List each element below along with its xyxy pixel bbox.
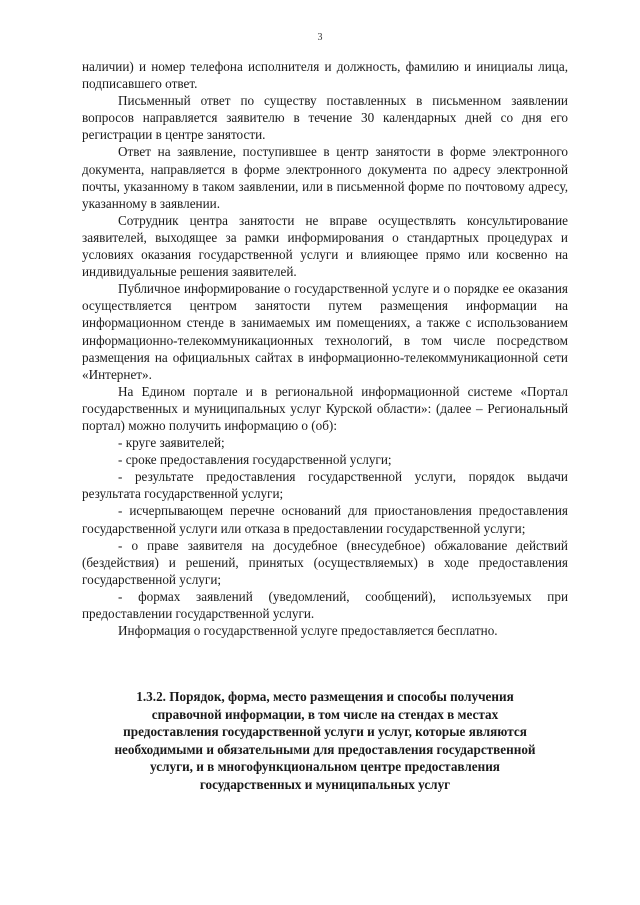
paragraph: Публичное информирование о государственной услуге и о порядке ее оказания осуществляется центром занятости путем размещения информации на информационном стенде в занимаемых им помещениях, а также с использованием информационно-телекоммуникационных технологий, в том числе посредством размещения на официальных сайтах в информационно-телекоммуникационной сети «Интернет». xyxy=(82,281,568,382)
heading-line: государственных и муниципальных услуг xyxy=(199,776,451,792)
heading-line: справочной информации, в том числе на стендах в местах xyxy=(151,706,499,722)
paragraph: наличии) и номер телефона исполнителя и должность, фамилию и инициалы лица, подписавшего ответ. xyxy=(82,59,568,92)
body-text xyxy=(82,58,568,639)
heading-line: необходимыми и обязательными для предоставления государственной xyxy=(114,741,536,757)
paragraph: На Едином портале и в региональной информационной системе «Портал государственных и муниципальных услуг Курской области»: (далее – Региональный портал) можно получить информацию о (об): xyxy=(82,383,568,433)
section-heading xyxy=(82,688,568,794)
list-item: - о праве заявителя на досудебное (внесудебное) обжалование действий (бездействия) и решений, принятых (осуществляемых) в ходе предоставления государственной услуги; xyxy=(82,537,568,587)
list-item: - результате предоставления государственной услуги, порядок выдачи результата государственной услуги; xyxy=(82,469,568,502)
list-item: - формах заявлений (уведомлений, сообщений), используемых при предоставлении государственной услуги. xyxy=(82,588,568,621)
paragraph: Сотрудник центра занятости не вправе осуществлять консультирование заявителей, выходящее за рамки информирования о стандартных процедурах и условиях оказания государственной услуги и влияющее прямо или косвенно на индивидуальные решения заявителей. xyxy=(82,212,568,280)
page-number: 3 xyxy=(317,32,323,43)
paragraph: Письменный ответ по существу поставленных в письменном заявлении вопросов направляется заявителю в течение 30 календарных дней со дня его регистрации в центре занятости. xyxy=(82,93,568,143)
list-item: - исчерпывающем перечне оснований для приостановления предоставления государственной услуги или отказа в предоставлении государственной услуги; xyxy=(82,503,568,536)
paragraph: Ответ на заявление, поступившее в центр занятости в форме электронного документа, направляется в форме электронного документа по адресу электронной почты, указанному в таком заявлении, или в письменной форме по почтовому адресу, указанному в заявлении. xyxy=(82,144,568,211)
heading-line: предоставления государственной услуги и услуг, которые являются xyxy=(123,724,527,740)
heading-line: услуги, и в многофункциональном центре предоставления xyxy=(150,759,500,775)
list-item: - круге заявителей; xyxy=(118,435,225,451)
list-item: - сроке предоставления государственной услуги; xyxy=(118,452,392,468)
paragraph: Информация о государственной услуге предоставляется бесплатно. xyxy=(118,623,498,639)
heading-line: 1.3.2. Порядок, форма, место размещения и способы получения xyxy=(136,689,514,704)
